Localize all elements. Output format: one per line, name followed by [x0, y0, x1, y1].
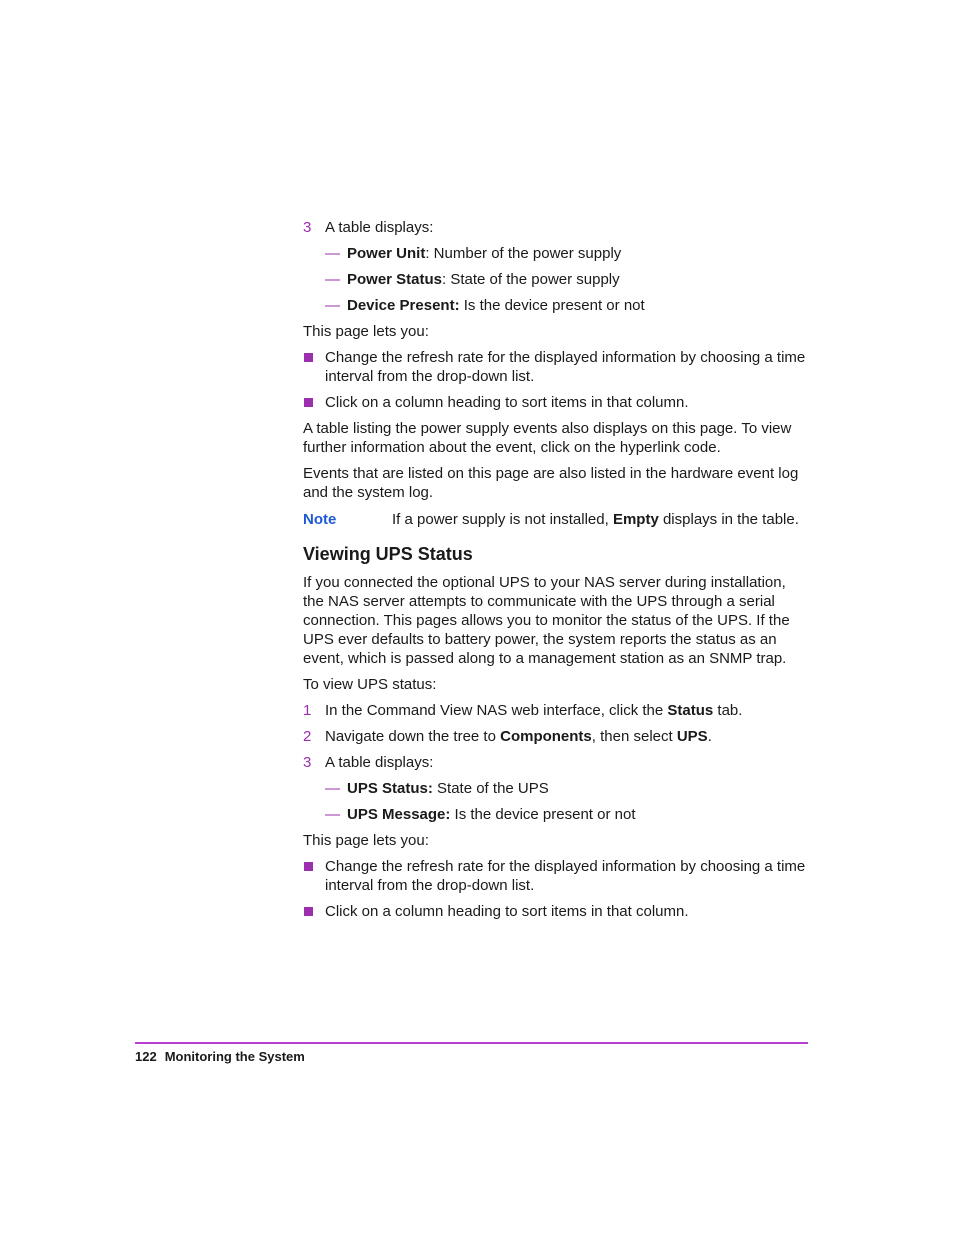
to-view-text: To view UPS status:	[303, 676, 437, 693]
list-item-power-status	[303, 270, 809, 289]
note-text: If a power supply is not installed,	[392, 511, 613, 528]
dash-marker: —	[325, 297, 340, 314]
bullet-text: Click on a column heading to sort items in that column.	[325, 903, 689, 920]
term: Device Present:	[347, 297, 460, 314]
page-number: 122	[135, 1049, 157, 1064]
page-footer	[135, 1049, 305, 1064]
term: UPS Message:	[347, 806, 451, 823]
step-text: Navigate down the tree to	[325, 728, 501, 745]
step-bold: Status	[667, 702, 714, 719]
section-heading: Viewing UPS Status	[303, 544, 473, 564]
paragraph-events-table: A table listing the power supply events also displays on this page. To view further information about the event, click on the hyperlink code.	[303, 420, 792, 456]
step-text: A table displays:	[325, 219, 434, 236]
bullet-sort-column	[303, 393, 809, 412]
dash-marker: —	[325, 245, 340, 262]
definition: : Number of the power supply	[425, 245, 622, 262]
bullet-sort-column-ups	[303, 902, 809, 921]
step-text-end: tab.	[713, 702, 743, 719]
step-number: 3	[303, 754, 312, 771]
bullet-refresh-rate	[303, 348, 809, 386]
list-item-ups-status	[303, 779, 809, 798]
bullet-text: Change the refresh rate for the displayed information by choosing a time interval from the drop-down list.	[325, 349, 806, 385]
term: Power Status	[347, 271, 443, 288]
bullet-text: Change the refresh rate for the displayed information by choosing a time interval from the drop-down list.	[325, 858, 806, 894]
step-text-mid: , then select	[591, 728, 677, 745]
list-item-device-present	[303, 296, 809, 315]
note-bold: Empty	[612, 511, 659, 528]
step-bold-components: Components	[500, 728, 592, 745]
definition: Is the device present or not	[450, 806, 636, 823]
definition: State of the UPS	[432, 780, 549, 797]
square-bullet-icon	[304, 907, 313, 916]
list-item-ups-message	[303, 805, 809, 824]
square-bullet-icon	[304, 353, 313, 362]
step-3-ups	[303, 753, 809, 772]
step-3-power	[303, 218, 809, 237]
chapter-title: Monitoring the System	[164, 1049, 305, 1064]
step-number: 3	[303, 219, 312, 236]
dash-marker: —	[325, 780, 340, 797]
step-number: 2	[303, 728, 312, 745]
dash-marker: —	[325, 806, 340, 823]
term: UPS Status:	[347, 780, 433, 797]
note-text-end: displays in the table.	[658, 511, 799, 528]
step-number: 1	[303, 702, 312, 719]
step-bold-ups: UPS	[676, 728, 708, 745]
paragraph-event-log: Events that are listed on this page are also listed in the hardware event log and the system log.	[303, 465, 799, 501]
note-label: Note	[303, 511, 337, 528]
footer-rule	[135, 1042, 808, 1044]
step-text: In the Command View NAS web interface, click the	[325, 702, 668, 719]
page-content	[303, 218, 809, 928]
lets-you-text: This page lets you:	[303, 832, 429, 849]
bullet-refresh-rate-ups	[303, 857, 809, 895]
definition: Is the device present or not	[459, 297, 645, 314]
lets-you-text: This page lets you:	[303, 323, 429, 340]
step-2	[303, 727, 809, 746]
square-bullet-icon	[304, 398, 313, 407]
dash-marker: —	[325, 271, 340, 288]
paragraph-ups-intro: If you connected the optional UPS to your NAS server during installation, the NAS server attempts to communicate with the UPS through a serial connection. This pages allows you to monitor the status of the UPS. If the UPS ever defaults to battery power, the system reports the status as an event, which is passed along to a management station as an SNMP trap.	[303, 574, 790, 667]
square-bullet-icon	[304, 862, 313, 871]
note-block	[303, 510, 809, 529]
list-item-power-unit	[303, 244, 809, 263]
step-1	[303, 701, 809, 720]
definition: : State of the power supply	[442, 271, 620, 288]
step-text-end: .	[707, 728, 712, 745]
term: Power Unit	[347, 245, 426, 262]
bullet-text: Click on a column heading to sort items in that column.	[325, 394, 689, 411]
step-text: A table displays:	[325, 754, 434, 771]
